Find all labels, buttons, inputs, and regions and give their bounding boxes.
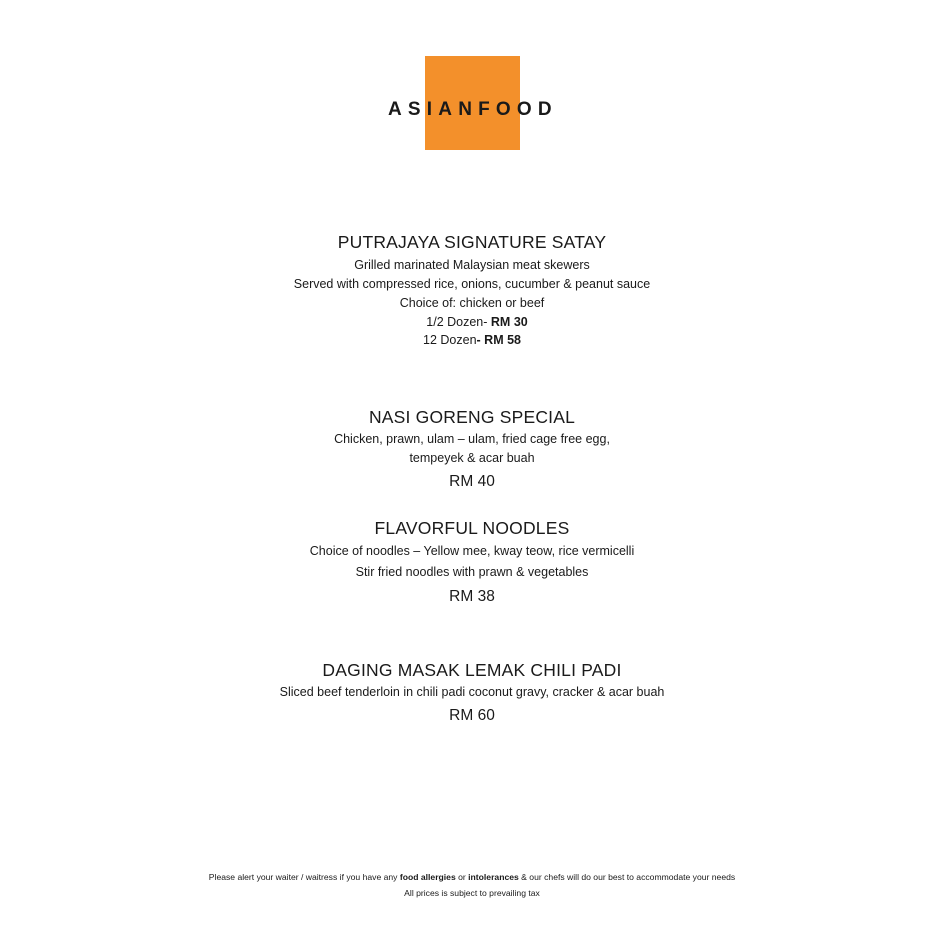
menu-item-daging [0,659,944,726]
allergy-notice-line: Please alert your waiter / waitress if you have any food allergies or intolerances & our chefs will do our best to accommodate your needs [208,872,736,882]
menu-item-price: RM 40 [449,473,495,490]
menu-item-description: Chicken, prawn, ulam – ulam, fried cage free egg, [334,432,610,446]
menu-item-title: DAGING MASAK LEMAK CHILI PADI [322,660,622,680]
menu-item-satay [0,231,944,349]
menu-item-title: PUTRAJAYA SIGNATURE SATAY [337,232,607,252]
menu-item-description: Served with compressed rice, onions, cucumber & peanut sauce [293,277,651,291]
menu-item-nasi-goreng [0,406,944,492]
menu-item-description: tempeyek & acar buah [409,451,535,465]
brand-logo [0,0,944,160]
menu-item-price-dozen: 12 Dozen- RM 58 [423,333,521,347]
brand-name: ASIANFOOD [388,99,558,120]
menu-item-price: RM 60 [449,707,495,724]
menu-item-title: NASI GORENG SPECIAL [368,407,576,427]
menu-item-price: RM 38 [449,588,495,605]
menu-item-description: Stir fried noodles with prawn & vegetables [355,565,589,579]
tax-notice-line: All prices is subject to prevailing tax [404,888,540,898]
menu-item-description: Sliced beef tenderloin in chili padi coconut gravy, cracker & acar buah [279,685,665,699]
menu-item-price-half-dozen: 1/2 Dozen- RM 30 [426,315,528,329]
menu-item-description: Choice of noodles – Yellow mee, kway teow, rice vermicelli [309,544,635,558]
menu-item-title: FLAVORFUL NOODLES [374,518,570,538]
menu-item-noodles [0,517,944,607]
allergy-notice [0,869,944,901]
menu-item-description: Choice of: chicken or beef [399,296,545,310]
menu-item-description: Grilled marinated Malaysian meat skewers [354,258,590,272]
